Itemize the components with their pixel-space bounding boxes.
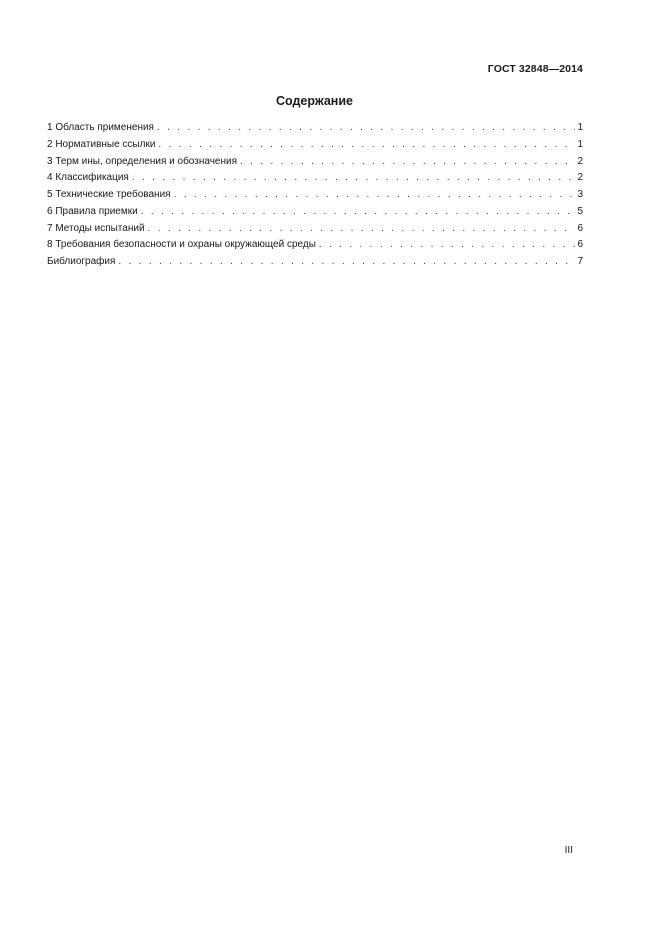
toc-entry[interactable] (47, 221, 583, 238)
toc-leader-dots (157, 120, 575, 137)
toc-entry-page: 5 (577, 205, 583, 217)
toc-leader-dots (141, 204, 576, 221)
toc-entry-label: 4 Классификация (47, 172, 129, 184)
toc-entry-label: 5 Технические требования (47, 189, 171, 200)
toc-leader-dots (118, 254, 575, 271)
toc-entry-label: 8 Требования безопасности и охраны окружающей среды (47, 239, 316, 251)
toc-leader-dots (174, 187, 576, 204)
toc-entry-label: 2 Нормативные ссылки (47, 138, 156, 150)
toc-entry-label: Библиография (47, 256, 116, 267)
toc-entry[interactable] (47, 187, 583, 204)
toc-title: Содержание (275, 94, 353, 108)
toc-entry-label: 7 Методы испытаний (47, 222, 145, 234)
toc-entry[interactable] (47, 237, 583, 254)
toc-entry[interactable] (47, 254, 583, 271)
toc-entry-label: 6 Правила приемки (47, 205, 138, 217)
toc-leader-dots (158, 137, 575, 154)
toc-entry-page: 1 (577, 122, 583, 133)
toc-entry-page: 3 (577, 189, 583, 200)
table-of-contents (47, 120, 583, 271)
toc-entry-label: 3 Терм ины, определения и обозначения (47, 155, 238, 167)
toc-entry-label: 1 Область применения (47, 122, 154, 133)
toc-entry[interactable] (47, 120, 583, 137)
toc-entry-page: 7 (577, 256, 583, 267)
page-number: III (564, 845, 573, 856)
standard-code: ГОСТ 32848—2014 (487, 63, 583, 75)
toc-leader-dots (148, 221, 576, 238)
toc-entry-page: 6 (577, 239, 583, 251)
toc-leader-dots (319, 237, 576, 254)
toc-entry[interactable] (47, 154, 583, 171)
toc-entry-page: 6 (577, 222, 583, 234)
toc-entry-page: 2 (577, 172, 583, 184)
toc-entry[interactable] (47, 137, 583, 154)
toc-entry[interactable] (47, 204, 583, 221)
toc-leader-dots (240, 154, 575, 171)
toc-entry-page: 1 (577, 138, 583, 150)
toc-leader-dots (132, 170, 576, 187)
toc-entry-page: 2 (577, 155, 583, 167)
toc-entry[interactable] (47, 170, 583, 187)
